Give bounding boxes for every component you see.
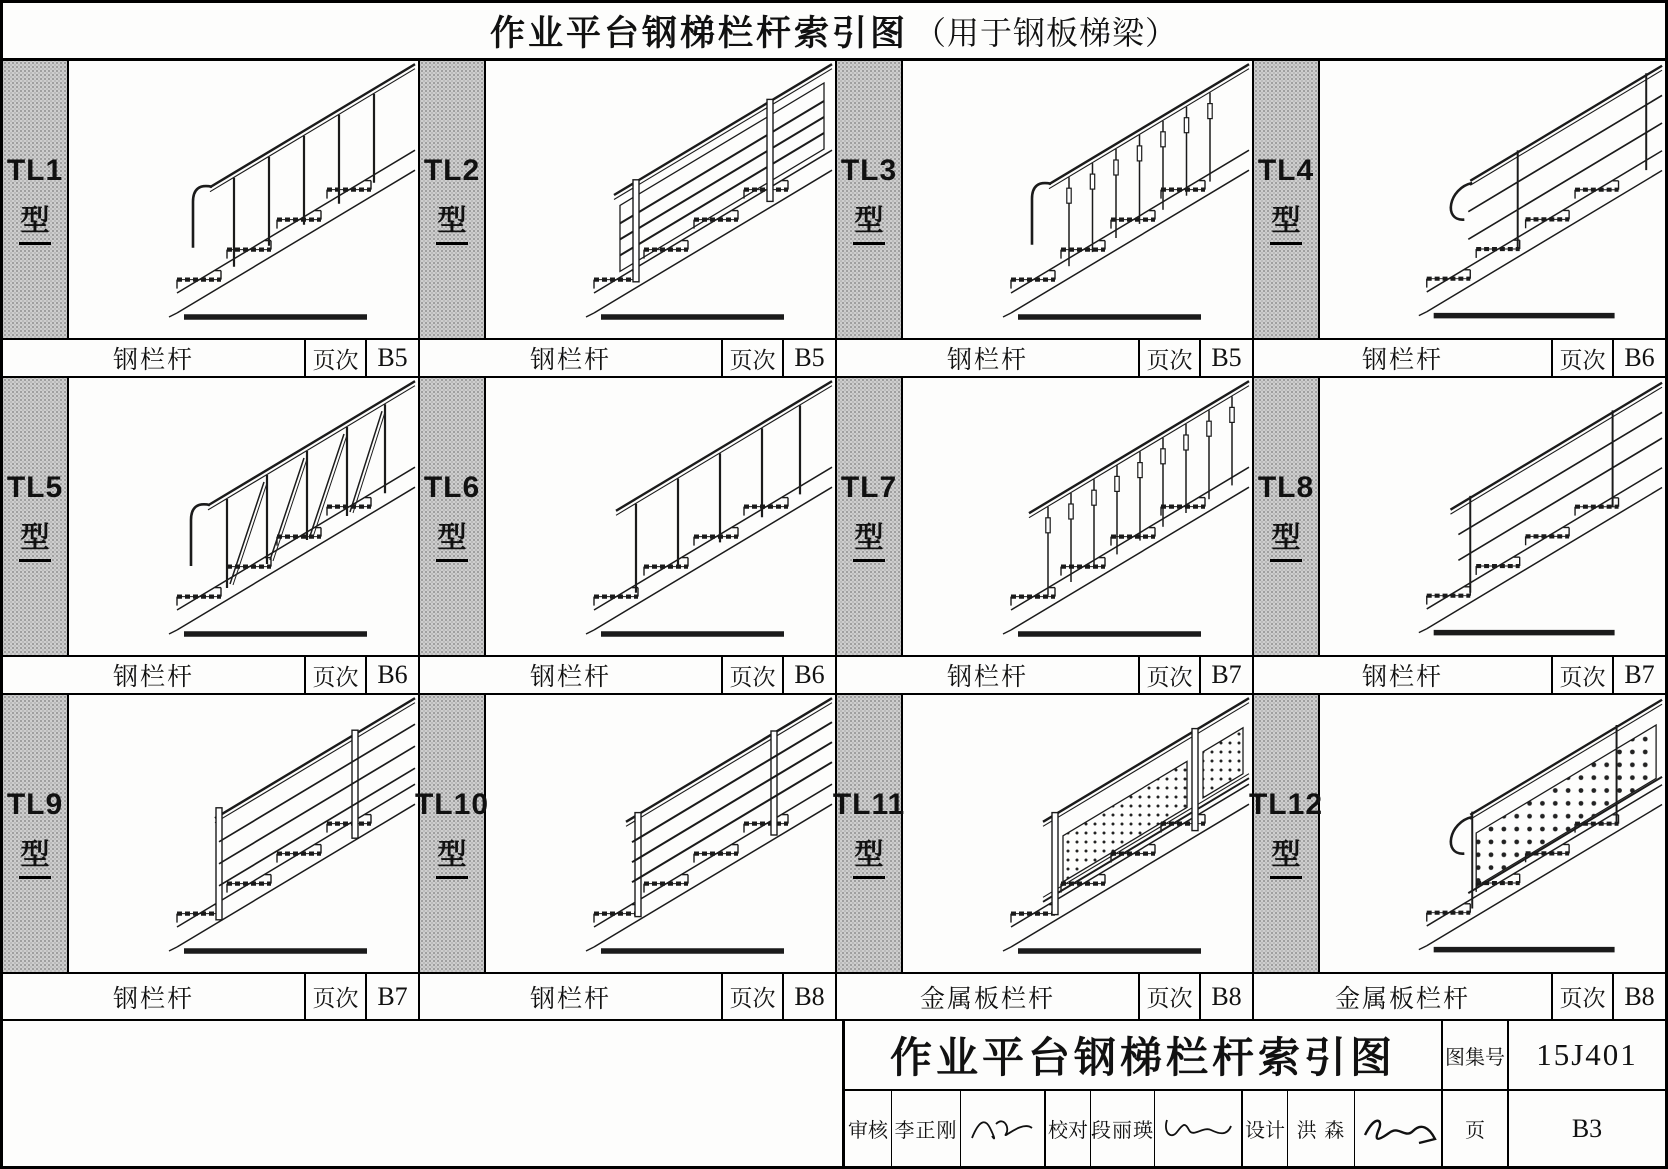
page-ref: B6: [782, 657, 835, 693]
type-suffix: 型: [1270, 832, 1301, 879]
page-ref: B8: [1199, 974, 1252, 1019]
page-ref: B7: [1199, 657, 1252, 693]
railing-name: 钢栏杆: [1361, 663, 1443, 691]
railing-name: 钢栏杆: [946, 346, 1028, 374]
cell-tl5-sidebar: [3, 378, 69, 655]
type-suffix: 型: [1270, 515, 1301, 562]
sheet-title: [3, 3, 1665, 61]
railing-name: 钢栏杆: [1361, 346, 1443, 374]
cell-tl9-body: [3, 695, 418, 972]
type-code: TL9: [6, 788, 64, 821]
label-bar: [1254, 338, 1665, 376]
label-bar: [837, 972, 1252, 1019]
type-code: TL12: [1248, 788, 1324, 821]
cell-tl6-body: [420, 378, 835, 655]
type-code: TL10: [414, 788, 490, 821]
type-suffix: 型: [1270, 198, 1301, 245]
page-ref: B8: [782, 974, 835, 1019]
cell-tl9: [3, 695, 420, 1019]
page-word: 页次: [721, 974, 782, 1019]
type-code: TL11: [832, 788, 906, 821]
cell-tl2-sidebar: [420, 61, 486, 338]
page-ref: B5: [1199, 340, 1252, 376]
railing-drawing-tl8: [1320, 378, 1665, 655]
cell-tl12-sidebar: [1248, 695, 1324, 972]
railing-drawing-tl2: [486, 61, 835, 338]
signature-scribble: [1355, 1113, 1441, 1145]
cell-tl8-sidebar: [1254, 378, 1320, 655]
type-code: TL7: [840, 471, 898, 504]
cell-tl3-body: [837, 61, 1252, 338]
signoff-row: [845, 1091, 1665, 1166]
cell-tl3-sidebar: [837, 61, 903, 338]
railing-drawing-tl5: [69, 378, 418, 655]
page-word: 页次: [1551, 657, 1612, 693]
signature-scribble: [1159, 1114, 1237, 1144]
label-bar: [420, 338, 835, 376]
signature-designer: [1354, 1091, 1441, 1166]
sheet-title-paren: （用于钢板梯梁）: [914, 14, 1179, 51]
cell-tl1: [3, 61, 420, 376]
type-suffix: 型: [853, 832, 884, 879]
page-ref: B5: [365, 340, 418, 376]
cell-tl6: [420, 378, 837, 693]
title-block-title: 作业平台钢梯栏杆索引图: [889, 1034, 1396, 1081]
railing-name: 钢栏杆: [112, 346, 194, 374]
cell-tl10: [414, 695, 837, 1019]
railing-name: 钢栏杆: [529, 346, 611, 374]
signoff-role-reviewer: 审核: [848, 1120, 888, 1142]
cell-tl4-body: [1254, 61, 1665, 338]
page-number-label: 页: [1441, 1091, 1507, 1166]
cell-tl2: [420, 61, 837, 376]
type-code: TL6: [423, 471, 481, 504]
railing-name: 金属板栏杆: [1334, 984, 1470, 1013]
type-suffix: 型: [19, 198, 50, 245]
cell-tl1-body: [3, 61, 418, 338]
label-bar: [837, 338, 1252, 376]
label-bar: [3, 972, 418, 1019]
label-bar: [837, 655, 1252, 693]
type-code: TL4: [1257, 154, 1315, 187]
type-suffix: 型: [436, 198, 467, 245]
bottom-strip: [3, 1021, 1665, 1166]
page-word: 页次: [1138, 974, 1199, 1019]
grid-row-2: [3, 378, 1665, 695]
signature-scribble: [966, 1114, 1040, 1144]
railing-name: 钢栏杆: [112, 663, 194, 691]
type-code: TL3: [840, 154, 898, 187]
type-code: TL2: [423, 154, 481, 187]
label-bar: [3, 338, 418, 376]
railing-name: 钢栏杆: [112, 984, 194, 1013]
cell-tl8: [1254, 378, 1665, 693]
page-word: 页次: [304, 340, 365, 376]
cell-tl9-sidebar: [3, 695, 69, 972]
cell-tl1-sidebar: [3, 61, 69, 338]
railing-name: 金属板栏杆: [919, 984, 1055, 1013]
railing-drawing-tl1: [69, 61, 418, 338]
label-bar: [420, 655, 835, 693]
grid-row-1: [3, 61, 1665, 378]
cell-tl10-body: [414, 695, 835, 972]
cell-tl5: [3, 378, 420, 693]
page-word: 页次: [1551, 974, 1612, 1019]
railing-drawing-tl3: [903, 61, 1252, 338]
type-code: TL8: [1257, 471, 1315, 504]
label-bar: [1254, 972, 1665, 1019]
page-word: 页次: [721, 340, 782, 376]
page-word: 页次: [1138, 340, 1199, 376]
bottom-empty-area: [3, 1021, 842, 1166]
type-suffix: 型: [853, 198, 884, 245]
page-ref: B6: [365, 657, 418, 693]
page-word: 页次: [1138, 657, 1199, 693]
page-word: 页次: [304, 974, 365, 1019]
signoff-role-designer: 设计: [1241, 1091, 1287, 1166]
signoff-name-designer: 洪 森: [1287, 1091, 1354, 1166]
railing-drawing-tl4: [1320, 61, 1665, 338]
cell-tl11-body: [832, 695, 1252, 972]
label-bar: [1254, 655, 1665, 693]
cell-tl10-sidebar: [414, 695, 490, 972]
page-word: 页次: [721, 657, 782, 693]
cell-tl7: [837, 378, 1254, 693]
signature-proofreader: [1154, 1091, 1241, 1166]
signoff-role-proofreader: 校对: [1044, 1091, 1090, 1166]
railing-name: 钢栏杆: [946, 663, 1028, 691]
label-bar: [420, 972, 835, 1019]
railing-drawing-tl7: [903, 378, 1252, 655]
cell-tl3: [837, 61, 1254, 376]
cell-tl12-body: [1248, 695, 1665, 972]
railing-drawing-tl12: [1320, 695, 1665, 972]
cell-tl7-sidebar: [837, 378, 903, 655]
signoff-name-proofreader: 段丽瑛: [1090, 1091, 1154, 1166]
railing-name: 钢栏杆: [529, 984, 611, 1013]
page-word: 页次: [304, 657, 365, 693]
label-bar: [3, 655, 418, 693]
sheet-title-main: 作业平台钢梯栏杆索引图: [489, 13, 908, 53]
signature-reviewer: [960, 1091, 1044, 1166]
cell-tl4-sidebar: [1254, 61, 1320, 338]
cell-tl12: [1248, 695, 1665, 1019]
signoff-name-reviewer: 李正刚: [891, 1091, 960, 1166]
type-suffix: 型: [853, 515, 884, 562]
title-block-top: [845, 1021, 1665, 1091]
page-ref: B7: [1612, 657, 1665, 693]
grid-row-3: [3, 695, 1665, 1021]
railing-drawing-tl11: [903, 695, 1252, 972]
cell-tl6-sidebar: [420, 378, 486, 655]
page-ref: B7: [365, 974, 418, 1019]
type-suffix: 型: [19, 832, 50, 879]
cell-tl8-body: [1254, 378, 1665, 655]
page-ref: B8: [1612, 974, 1665, 1019]
cell-tl11-sidebar: [832, 695, 906, 972]
cell-tl5-body: [3, 378, 418, 655]
type-suffix: 型: [436, 515, 467, 562]
railing-drawing-tl10: [486, 695, 835, 972]
page-number-value: B3: [1507, 1091, 1665, 1166]
railing-drawing-tl9: [69, 695, 418, 972]
type-code: TL5: [6, 471, 64, 504]
railing-name: 钢栏杆: [529, 663, 611, 691]
cell-tl11: [832, 695, 1254, 1019]
type-code: TL1: [6, 154, 64, 187]
type-suffix: 型: [19, 515, 50, 562]
cell-tl2-body: [420, 61, 835, 338]
atlas-number-value: 15J401: [1507, 1021, 1665, 1089]
cell-tl4: [1254, 61, 1665, 376]
type-suffix: 型: [436, 832, 467, 879]
cell-tl7-body: [837, 378, 1252, 655]
page-word: 页次: [1551, 340, 1612, 376]
page-ref: B6: [1612, 340, 1665, 376]
railing-drawing-tl6: [486, 378, 835, 655]
title-block: [842, 1021, 1665, 1166]
page-ref: B5: [782, 340, 835, 376]
atlas-number-label: 图集号: [1441, 1021, 1507, 1089]
